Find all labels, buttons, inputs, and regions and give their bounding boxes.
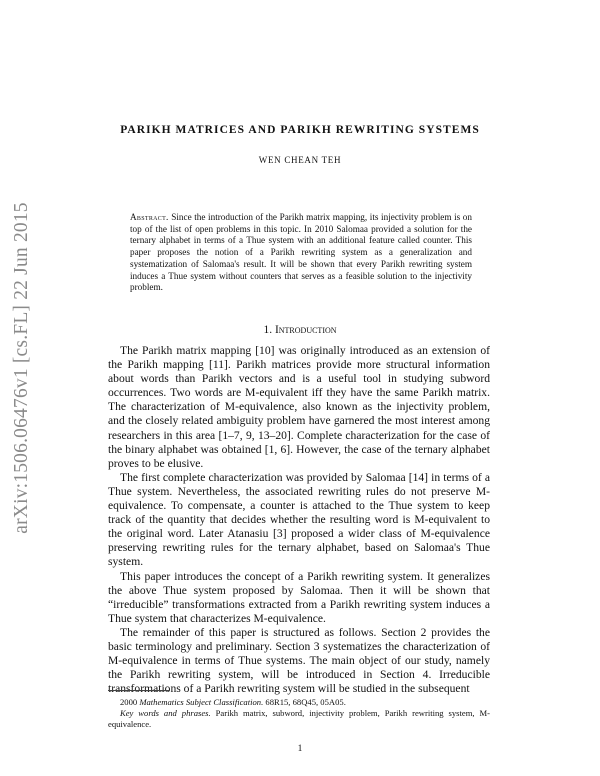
footnotes xyxy=(108,697,490,730)
abstract xyxy=(130,212,472,294)
body-paragraph: The remainder of this paper is structured as follows. Section 2 provides the basic terminology and preliminary. Section 3 systematizes the characterization of M-equivalence in terms of Thue systems. The main object of our study, namely the Parikh rewriting system, will be introduced in Section 4. Irreducible transformations of a Parikh rewriting system will be studied in the subsequent xyxy=(108,625,490,696)
body-paragraph: The Parikh matrix mapping [10] was originally introduced as an extension of the Parikh mapping [11]. Parikh matrices provide more structural information about words than Parikh vectors and is a useful tool in studying subword occurrences. Two words are M-equivalent iff they have the same Parikh matrix. The characterization of M-equivalence, also known as the injectivity problem, and the closely related ambiguity problem have garnered the most interest among researchers in this area [1–7, 9, 13–20]. Complete characterization for the case of the binary alphabet was obtained [1, 6]. However, the case of the ternary alphabet proves to be elusive. xyxy=(108,344,490,470)
section-title: Introduction xyxy=(274,324,337,336)
msc-year: 2000 xyxy=(120,697,138,707)
introduction-body xyxy=(108,344,490,696)
paper-author: WEN CHEAN TEH xyxy=(258,155,342,165)
arxiv-stamp: arXiv:1506.06476v1 [cs.FL] 22 Jun 2015 xyxy=(11,202,32,534)
body-paragraph: This paper introduces the concept of a Parikh rewriting system. It generalizes the above Thue system proposed by Salomaa. Then it will be shown that “irreducible” transformations extracted from a Parikh rewriting system induces a Thue system that characterizes M-equivalence. xyxy=(108,569,490,625)
paper-title: PARIKH MATRICES AND PARIKH REWRITING SYSTEMS xyxy=(120,124,480,136)
footnote-keywords xyxy=(108,708,490,730)
abstract-label: Abstract. xyxy=(130,212,169,222)
section-heading xyxy=(0,324,600,336)
page-number: 1 xyxy=(297,744,303,754)
msc-label: Mathematics Subject Classification. xyxy=(139,697,264,707)
keywords-text: Parikh matrix, subword, injectivity problem, Parikh rewriting system, M-equivalence. xyxy=(108,708,490,729)
msc-codes: 68R15, 68Q45, 05A05. xyxy=(265,697,346,707)
footnote-divider xyxy=(108,690,170,691)
footnote-msc xyxy=(108,697,490,708)
body-paragraph: The first complete characterization was provided by Salomaa [14] in terms of a Thue system. Nevertheless, the associated rewriting rules do not preserve M-equivalence. To compensate, a counter is attached to the Thue system to keep track of the quantity that decides whether the resulting word is M-equivalent to the original word. Later Atanasiu [3] proposed a wider class of M-equivalence preserving rewriting rules for the ternary alphabet, based on Salomaa's Thue system. xyxy=(108,470,490,569)
section-number: 1. xyxy=(263,324,273,336)
keywords-label: Key words and phrases. xyxy=(120,708,211,718)
abstract-text: Since the introduction of the Parikh matrix mapping, its injectivity problem is on top of the list of open problems in this topic. In 2010 Salomaa provided a solution for the ternary alphabet in terms of a Thue system with an additional feature called counter. This paper proposes the notion of a Parikh rewriting system as a generalization and systematization of Salomaa's result. It will be shown that every Parikh rewriting system induces a Thue system without counters that serves as a feasible solution to the injectivity problem. xyxy=(130,212,472,293)
